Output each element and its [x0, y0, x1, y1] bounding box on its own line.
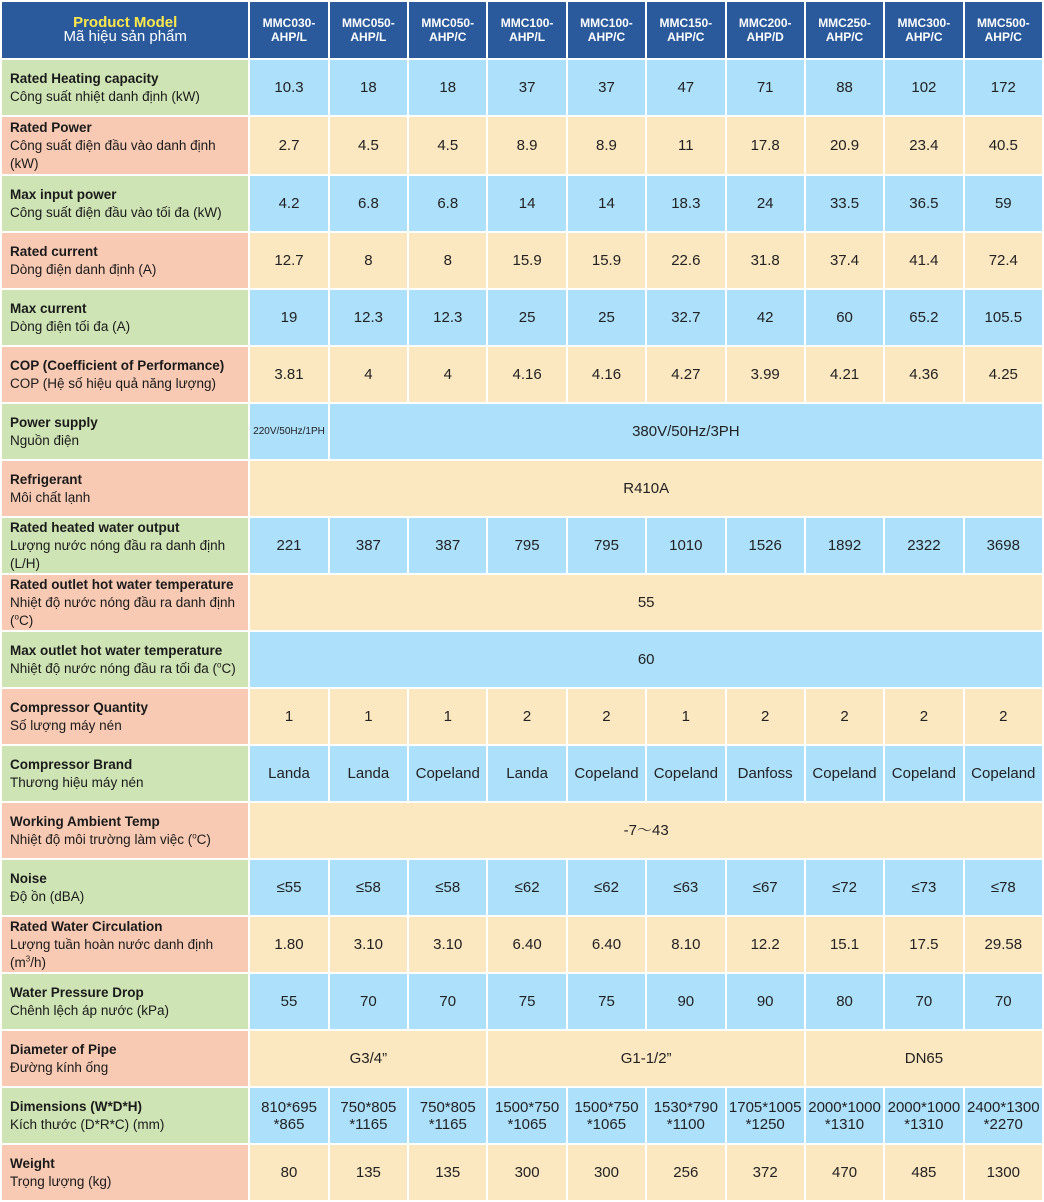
- value-cell: Landa: [488, 746, 565, 801]
- value-cell: 135: [409, 1145, 486, 1200]
- value-cell: 19: [250, 290, 327, 345]
- spec-row: [2, 746, 1042, 801]
- value-cell: 37: [568, 60, 645, 115]
- value-cell: 470: [806, 1145, 883, 1200]
- value-cell: ≤58: [330, 860, 407, 915]
- value-cell: 220V/50Hz/1PH: [250, 404, 327, 459]
- row-label-en: Water Pressure Drop: [10, 984, 144, 1000]
- product-model-header: [2, 2, 248, 58]
- value-cell: 2000*1000 *1310: [806, 1088, 883, 1143]
- value-cell: 11: [647, 117, 724, 174]
- value-cell: 300: [568, 1145, 645, 1200]
- value-cell: 3.81: [250, 347, 327, 402]
- value-cell: 8: [409, 233, 486, 288]
- row-label-vi-text: Công suất điện đầu vào danh định (kW): [10, 137, 216, 171]
- row-label-vi-text: Độ ồn (dBA): [10, 888, 85, 904]
- value-cell: 2: [965, 689, 1042, 744]
- value-cell: 10.3: [250, 60, 327, 115]
- row-label: [2, 632, 248, 687]
- row-label: [2, 575, 248, 630]
- value-cell: 60: [806, 290, 883, 345]
- row-label-vi: [10, 137, 244, 173]
- row-label: [2, 233, 248, 288]
- row-label-en: Rated Power: [10, 119, 92, 135]
- row-label-vi-text: Dòng điện tối đa (A): [10, 318, 131, 334]
- value-cell: 70: [330, 974, 407, 1029]
- value-cell: 37.4: [806, 233, 883, 288]
- spec-row: [2, 347, 1042, 402]
- value-cell: 75: [568, 974, 645, 1029]
- row-label-vi: [10, 936, 244, 972]
- row-label-en: Rated current: [10, 243, 98, 259]
- row-label-en: Max outlet hot water temperature: [10, 642, 223, 658]
- row-label-vi-text: Nhiệt độ nước nóng đầu ra danh định (: [10, 594, 236, 628]
- row-label: [2, 974, 248, 1029]
- value-cell: 1530*790 *1100: [647, 1088, 724, 1143]
- row-label-en: COP (Coefficient of Performance): [10, 357, 225, 373]
- value-cell: 71: [727, 60, 804, 115]
- row-label: [2, 347, 248, 402]
- value-cell: 18: [330, 60, 407, 115]
- value-cell: ≤72: [806, 860, 883, 915]
- model-header-cell: MMC050- AHP/C: [409, 2, 486, 58]
- row-label-vi: [10, 1116, 244, 1134]
- row-label-vi-suffix: C): [221, 660, 236, 676]
- row-label-vi-text: Dòng điện danh định (A): [10, 261, 157, 277]
- row-label-vi-suffix: /h): [30, 954, 46, 970]
- row-label: [2, 60, 248, 115]
- value-cell: Copeland: [647, 746, 724, 801]
- value-cell: Copeland: [965, 746, 1042, 801]
- value-cell: 4.16: [568, 347, 645, 402]
- value-cell: 8.9: [488, 117, 565, 174]
- value-cell: 31.8: [727, 233, 804, 288]
- model-header-cell: MMC200- AHP/D: [727, 2, 804, 58]
- row-label-vi-text: Công suất điện đầu vào tối đa (kW): [10, 204, 222, 220]
- value-cell: 15.9: [488, 233, 565, 288]
- row-label-en: Refrigerant: [10, 471, 83, 487]
- value-cell: 37: [488, 60, 565, 115]
- product-model-title-vi: Mã hiệu sản phẩm: [63, 28, 187, 45]
- value-cell: ≤67: [727, 860, 804, 915]
- value-cell: 300: [488, 1145, 565, 1200]
- value-cell: 70: [409, 974, 486, 1029]
- value-cell: 8: [330, 233, 407, 288]
- product-model-title-en: Product Model: [73, 14, 178, 31]
- value-cell: 3698: [965, 518, 1042, 573]
- row-label-vi: [10, 432, 244, 450]
- row-label: [2, 461, 248, 516]
- value-cell: 1705*1005 *1250: [727, 1088, 804, 1143]
- value-cell: 380V/50Hz/3PH: [330, 404, 1042, 459]
- row-label-vi-text: Lượng nước nóng đầu ra danh định (L/H): [10, 537, 226, 571]
- value-cell: 20.9: [806, 117, 883, 174]
- row-label-vi: [10, 888, 244, 906]
- value-cell: 33.5: [806, 176, 883, 231]
- value-cell: 2000*1000 *1310: [885, 1088, 962, 1143]
- value-cell: -7～43: [250, 803, 1042, 858]
- value-cell: 3.99: [727, 347, 804, 402]
- value-cell: 3.10: [330, 917, 407, 972]
- value-cell: 17.5: [885, 917, 962, 972]
- row-label-vi: [10, 594, 244, 630]
- spec-row: [2, 575, 1042, 630]
- model-header-cell: MMC300- AHP/C: [885, 2, 962, 58]
- value-cell: 12.3: [409, 290, 486, 345]
- value-cell: Landa: [250, 746, 327, 801]
- value-cell: 36.5: [885, 176, 962, 231]
- row-label-en: Max current: [10, 300, 87, 316]
- value-cell: DN65: [806, 1031, 1042, 1086]
- model-header-cell: MMC100- AHP/L: [488, 2, 565, 58]
- value-cell: ≤62: [488, 860, 565, 915]
- value-cell: 810*695 *865: [250, 1088, 327, 1143]
- value-cell: 105.5: [965, 290, 1042, 345]
- spec-row: [2, 860, 1042, 915]
- value-cell: 2322: [885, 518, 962, 573]
- value-cell: G3/4”: [250, 1031, 486, 1086]
- spec-row: [2, 689, 1042, 744]
- value-cell: 42: [727, 290, 804, 345]
- value-cell: 1: [647, 689, 724, 744]
- value-cell: 80: [806, 974, 883, 1029]
- value-cell: 55: [250, 974, 327, 1029]
- value-cell: 1892: [806, 518, 883, 573]
- row-label-vi-text: Trọng lượng (kg): [10, 1173, 112, 1189]
- row-label: [2, 917, 248, 972]
- model-header-cell: MMC150- AHP/C: [647, 2, 724, 58]
- value-cell: 15.1: [806, 917, 883, 972]
- row-label-vi-text: Số lượng máy nén: [10, 717, 122, 733]
- value-cell: 40.5: [965, 117, 1042, 174]
- value-cell: 17.8: [727, 117, 804, 174]
- spec-row: [2, 1031, 1042, 1086]
- row-label-vi-superscript: o: [14, 612, 19, 621]
- value-cell: 24: [727, 176, 804, 231]
- value-cell: 256: [647, 1145, 724, 1200]
- row-label-en: Power supply: [10, 414, 98, 430]
- value-cell: G1-1/2”: [488, 1031, 803, 1086]
- value-cell: 1526: [727, 518, 804, 573]
- value-cell: 2: [806, 689, 883, 744]
- value-cell: 90: [727, 974, 804, 1029]
- spec-row: [2, 1088, 1042, 1143]
- value-cell: 221: [250, 518, 327, 573]
- value-cell: 4.16: [488, 347, 565, 402]
- value-cell: 135: [330, 1145, 407, 1200]
- value-cell: 795: [568, 518, 645, 573]
- value-cell: 29.58: [965, 917, 1042, 972]
- value-cell: 4.27: [647, 347, 724, 402]
- value-cell: 2: [488, 689, 565, 744]
- value-cell: 485: [885, 1145, 962, 1200]
- row-label-vi: [10, 1002, 244, 1020]
- value-cell: 6.40: [568, 917, 645, 972]
- value-cell: 60: [250, 632, 1042, 687]
- row-label-vi: [10, 537, 244, 573]
- row-label-vi-text: COP (Hệ số hiệu quả năng lượng): [10, 375, 217, 391]
- row-label-vi: [10, 1059, 244, 1077]
- value-cell: 2400*1300 *2270: [965, 1088, 1042, 1143]
- spec-row: [2, 117, 1042, 174]
- spec-row: [2, 233, 1042, 288]
- spec-row: [2, 803, 1042, 858]
- row-label: [2, 746, 248, 801]
- value-cell: 750*805 *1165: [409, 1088, 486, 1143]
- row-label-vi: [10, 1173, 244, 1191]
- row-label-vi: [10, 717, 244, 735]
- value-cell: 12.2: [727, 917, 804, 972]
- value-cell: 1: [330, 689, 407, 744]
- value-cell: ≤62: [568, 860, 645, 915]
- value-cell: 372: [727, 1145, 804, 1200]
- value-cell: 12.7: [250, 233, 327, 288]
- row-label: [2, 117, 248, 174]
- row-label-en: Max input power: [10, 186, 117, 202]
- value-cell: Copeland: [806, 746, 883, 801]
- value-cell: 1: [409, 689, 486, 744]
- value-cell: 6.8: [409, 176, 486, 231]
- row-label-vi-text: Nhiệt độ môi trường làm việc (: [10, 831, 193, 847]
- spec-row: [2, 176, 1042, 231]
- row-label-vi-text: Nhiệt độ nước nóng đầu ra tối đa (: [10, 660, 218, 676]
- value-cell: ≤55: [250, 860, 327, 915]
- value-cell: 102: [885, 60, 962, 115]
- model-header-cell: MMC100- AHP/C: [568, 2, 645, 58]
- value-cell: 25: [568, 290, 645, 345]
- value-cell: 41.4: [885, 233, 962, 288]
- value-cell: 1.80: [250, 917, 327, 972]
- row-label-vi-superscript: 3: [25, 954, 31, 963]
- value-cell: 75: [488, 974, 565, 1029]
- value-cell: 4.25: [965, 347, 1042, 402]
- spec-table-body: [2, 2, 1042, 1200]
- value-cell: 12.3: [330, 290, 407, 345]
- value-cell: 1010: [647, 518, 724, 573]
- row-label: [2, 1088, 248, 1143]
- row-label-vi: [10, 375, 244, 393]
- row-label-vi: [10, 774, 244, 792]
- value-cell: 1300: [965, 1145, 1042, 1200]
- row-label-vi-suffix: C): [18, 612, 34, 628]
- row-label: [2, 689, 248, 744]
- row-label-vi-superscript: o: [192, 831, 197, 840]
- row-label-en: Rated outlet hot water temperature: [10, 576, 234, 592]
- value-cell: 172: [965, 60, 1042, 115]
- row-label-vi: [10, 318, 244, 336]
- spec-row: [2, 290, 1042, 345]
- row-label: [2, 1031, 248, 1086]
- value-cell: Copeland: [568, 746, 645, 801]
- value-cell: 55: [250, 575, 1042, 630]
- value-cell: 4.2: [250, 176, 327, 231]
- value-cell: 6.40: [488, 917, 565, 972]
- row-label-vi-superscript: o: [217, 660, 222, 669]
- row-label-vi: [10, 88, 244, 106]
- row-label-en: Compressor Brand: [10, 756, 133, 772]
- value-cell: Copeland: [885, 746, 962, 801]
- value-cell: 2: [727, 689, 804, 744]
- value-cell: 387: [409, 518, 486, 573]
- value-cell: 32.7: [647, 290, 724, 345]
- value-cell: 14: [488, 176, 565, 231]
- value-cell: 6.8: [330, 176, 407, 231]
- model-header-cell: MMC250- AHP/C: [806, 2, 883, 58]
- row-label-vi: [10, 489, 244, 507]
- value-cell: Landa: [330, 746, 407, 801]
- model-header-cell: MMC030- AHP/L: [250, 2, 327, 58]
- value-cell: 25: [488, 290, 565, 345]
- row-label-vi-text: Chênh lệch áp nước (kPa): [10, 1002, 169, 1018]
- value-cell: 59: [965, 176, 1042, 231]
- value-cell: 4.36: [885, 347, 962, 402]
- value-cell: R410A: [250, 461, 1042, 516]
- spec-row: [2, 518, 1042, 573]
- row-label: [2, 803, 248, 858]
- value-cell: 4.5: [330, 117, 407, 174]
- value-cell: 8.9: [568, 117, 645, 174]
- value-cell: 18: [409, 60, 486, 115]
- spec-row: [2, 60, 1042, 115]
- spec-row: [2, 974, 1042, 1029]
- value-cell: 1500*750 *1065: [568, 1088, 645, 1143]
- value-cell: 1500*750 *1065: [488, 1088, 565, 1143]
- value-cell: 14: [568, 176, 645, 231]
- row-label-vi: [10, 261, 244, 279]
- row-label-en: Rated Heating capacity: [10, 70, 159, 86]
- value-cell: 70: [885, 974, 962, 1029]
- row-label-vi: [10, 660, 244, 678]
- value-cell: ≤58: [409, 860, 486, 915]
- value-cell: 22.6: [647, 233, 724, 288]
- row-label-vi-text: Đường kính ống: [10, 1059, 109, 1075]
- value-cell: 15.9: [568, 233, 645, 288]
- row-label-vi: [10, 204, 244, 222]
- value-cell: 2.7: [250, 117, 327, 174]
- row-label-vi-suffix: C): [196, 831, 211, 847]
- value-cell: 72.4: [965, 233, 1042, 288]
- row-label: [2, 176, 248, 231]
- value-cell: 65.2: [885, 290, 962, 345]
- spec-row: [2, 917, 1042, 972]
- spec-row: [2, 404, 1042, 459]
- value-cell: 4.21: [806, 347, 883, 402]
- value-cell: 80: [250, 1145, 327, 1200]
- header-row: [2, 2, 1042, 58]
- value-cell: 4.5: [409, 117, 486, 174]
- row-label-en: Diameter of Pipe: [10, 1041, 117, 1057]
- row-label-en: Noise: [10, 870, 47, 886]
- row-label: [2, 404, 248, 459]
- value-cell: 18.3: [647, 176, 724, 231]
- value-cell: 2: [885, 689, 962, 744]
- value-cell: 795: [488, 518, 565, 573]
- model-header-cell: MMC500- AHP/C: [965, 2, 1042, 58]
- spec-row: [2, 461, 1042, 516]
- value-cell: 8.10: [647, 917, 724, 972]
- row-label-en: Rated heated water output: [10, 519, 180, 535]
- row-label: [2, 518, 248, 573]
- row-label: [2, 860, 248, 915]
- model-header-cell: MMC050- AHP/L: [330, 2, 407, 58]
- value-cell: 750*805 *1165: [330, 1088, 407, 1143]
- row-label-vi-text: Môi chất lạnh: [10, 489, 91, 505]
- value-cell: 4: [330, 347, 407, 402]
- value-cell: 387: [330, 518, 407, 573]
- value-cell: 23.4: [885, 117, 962, 174]
- row-label-vi-text: Kích thước (D*R*C) (mm): [10, 1116, 165, 1132]
- value-cell: 1: [250, 689, 327, 744]
- value-cell: 4: [409, 347, 486, 402]
- value-cell: 2: [568, 689, 645, 744]
- row-label-en: Dimensions (W*D*H): [10, 1098, 143, 1114]
- row-label-vi: [10, 831, 244, 849]
- row-label-en: Working Ambient Temp: [10, 813, 160, 829]
- row-label: [2, 290, 248, 345]
- row-label-vi-text: Thương hiệu máy nén: [10, 774, 144, 790]
- row-label-en: Compressor Quantity: [10, 699, 149, 715]
- row-label-vi-text: Lượng tuần hoàn nước danh định (m: [10, 936, 214, 970]
- value-cell: 90: [647, 974, 724, 1029]
- spec-row: [2, 1145, 1042, 1200]
- row-label-en: Rated Water Circulation: [10, 918, 163, 934]
- value-cell: Copeland: [409, 746, 486, 801]
- value-cell: 47: [647, 60, 724, 115]
- spec-row: [2, 632, 1042, 687]
- value-cell: 88: [806, 60, 883, 115]
- row-label-en: Weight: [10, 1155, 55, 1171]
- row-label-vi-text: Nguồn điện: [10, 432, 80, 448]
- value-cell: ≤78: [965, 860, 1042, 915]
- value-cell: Danfoss: [727, 746, 804, 801]
- row-label: [2, 1145, 248, 1200]
- row-label-vi-text: Công suất nhiệt danh định (kW): [10, 88, 200, 104]
- value-cell: 70: [965, 974, 1042, 1029]
- value-cell: ≤63: [647, 860, 724, 915]
- value-cell: 3.10: [409, 917, 486, 972]
- value-cell: ≤73: [885, 860, 962, 915]
